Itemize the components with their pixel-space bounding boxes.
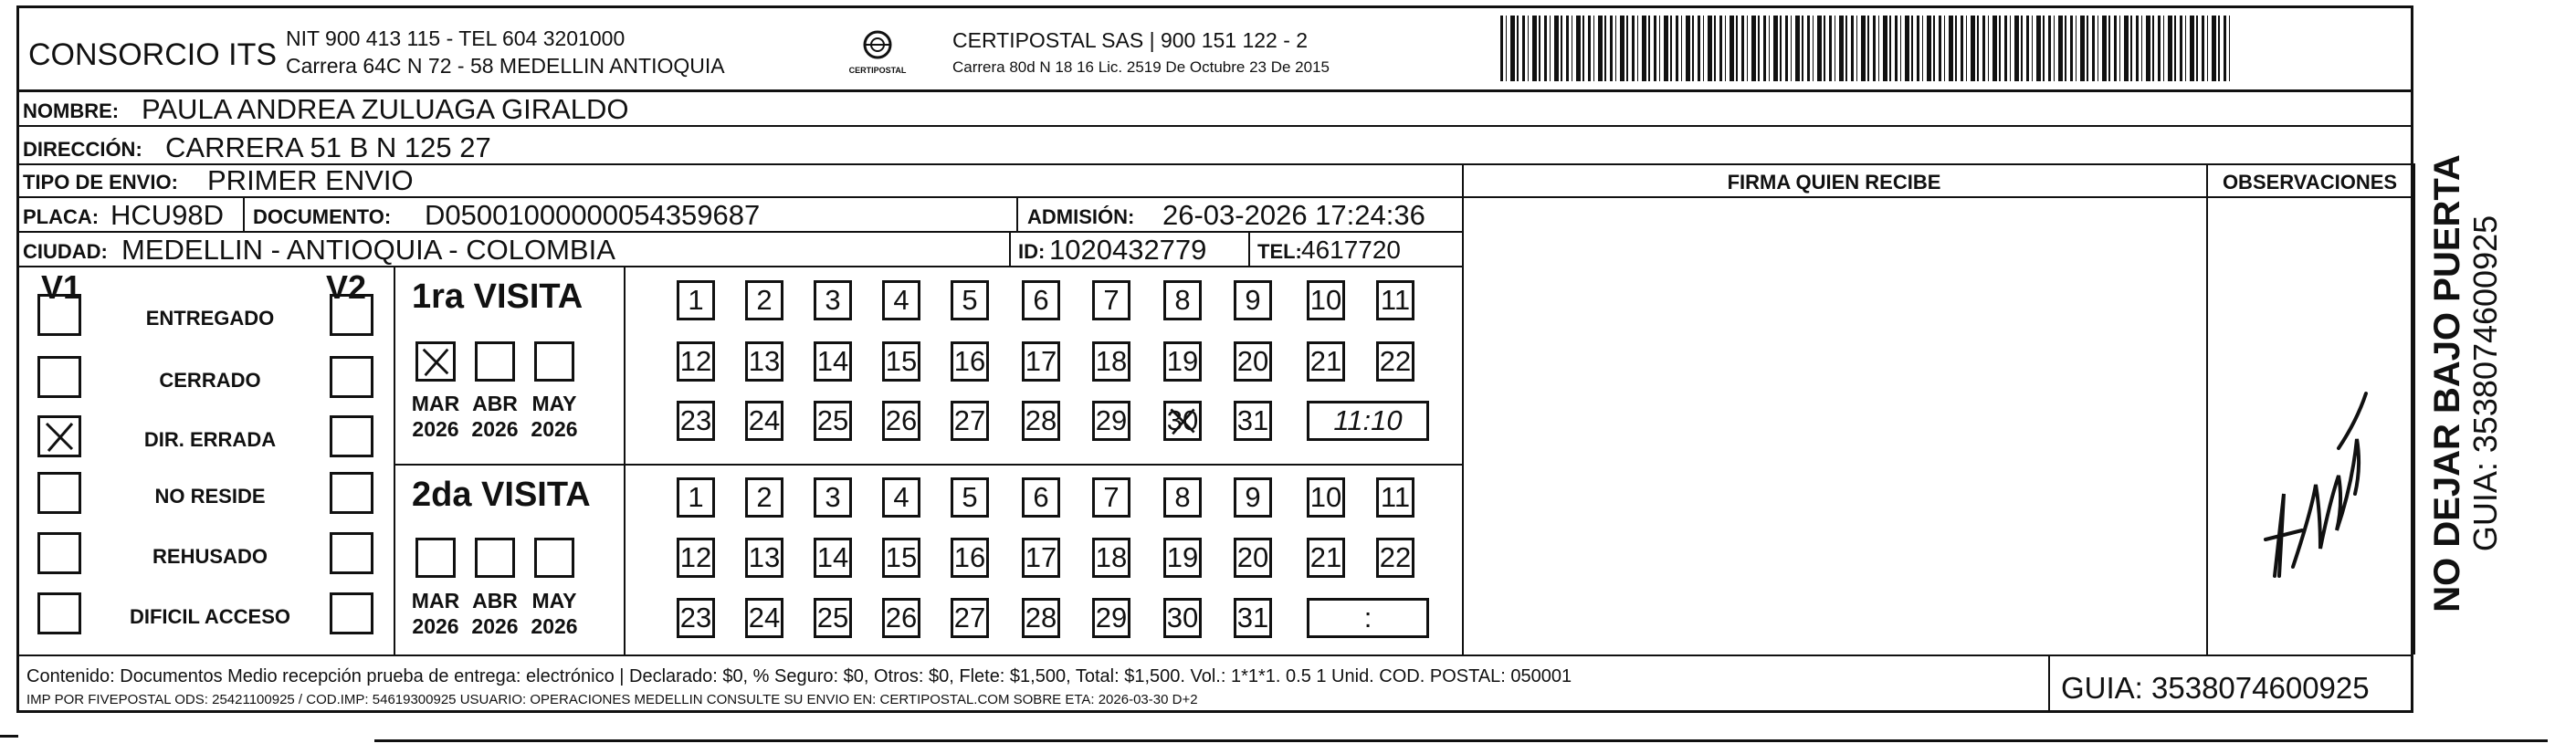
recipient-name: PAULA ANDREA ZULUAGA GIRALDO [142,93,629,125]
v1-checkbox-5[interactable] [37,532,81,574]
visit1-day-box[interactable]: 3 [814,280,852,320]
recipient-address: CARRERA 51 B N 125 27 [165,131,491,163]
visit2-month-checkbox[interactable] [415,538,456,578]
visit1-day-box[interactable]: 5 [951,280,989,320]
visit2-day-box[interactable]: 10 [1307,477,1345,518]
visit2-month-checkbox[interactable] [475,538,515,578]
v1-checkbox-2[interactable] [37,356,81,398]
visit2-day-box[interactable]: 11 [1376,477,1414,518]
visit1-day-box[interactable]: 7 [1092,280,1130,320]
visit1-day-box[interactable]: 8 [1163,280,1202,320]
visit2-day-box[interactable]: 7 [1092,477,1130,518]
visit1-day-box[interactable]: 27 [951,401,989,441]
visit1-day-box[interactable]: 20 [1234,341,1272,382]
signature-header: FIRMA QUIEN RECIBE [1727,171,1941,194]
company-name: CONSORCIO ITS [28,37,278,72]
v1-checkbox-3[interactable] [37,415,81,457]
visit1-day-box[interactable]: 19 [1163,341,1202,382]
visit1-day-box[interactable]: 2 [745,280,783,320]
plate-value: HCU98D [110,199,225,231]
visit2-day-box[interactable]: 28 [1022,598,1060,638]
id-label: ID: [1018,240,1046,263]
status-option-label: DIFICIL ACCESO [129,605,290,628]
visit2-day-box[interactable]: 15 [882,538,920,578]
visit1-day-box[interactable]: 31 [1234,401,1272,441]
visit2-month-checkbox[interactable] [534,538,574,578]
admission-label: ADMISIÓN: [1027,205,1135,228]
visit1-day-box[interactable]: 21 [1307,341,1345,382]
v2-header: V2 [326,268,367,306]
visit1-day-box[interactable]: 12 [677,341,715,382]
visit1-month-checkbox[interactable] [415,341,456,382]
visit2-day-box[interactable]: 16 [951,538,989,578]
visit1-day-box[interactable]: 6 [1022,280,1060,320]
visit2-day-box[interactable]: 29 [1092,598,1130,638]
visit2-month-label: MAY 2026 [531,589,578,638]
city-label: CIUDAD: [23,240,108,263]
visit1-day-box[interactable]: 30 [1163,401,1202,441]
visit2-day-box[interactable]: 9 [1234,477,1272,518]
visit2-day-box[interactable]: 13 [745,538,783,578]
form-frame [16,89,2413,713]
document-label: DOCUMENTO: [253,205,392,228]
visit2-day-box[interactable]: 30 [1163,598,1202,638]
visit2-title: 2da VISITA [412,476,591,514]
visit2-day-box[interactable]: 26 [882,598,920,638]
visit1-day-box[interactable]: 26 [882,401,920,441]
city-value: MEDELLIN - ANTIOQUIA - COLOMBIA [121,234,615,266]
visit1-day-box[interactable]: 13 [745,341,783,382]
visit1-day-box[interactable]: 25 [814,401,852,441]
visit1-day-box[interactable]: 14 [814,341,852,382]
status-option-label: CERRADO [159,369,261,392]
visit2-day-box[interactable]: 21 [1307,538,1345,578]
v1-checkbox-1[interactable] [37,294,81,336]
visit1-day-box[interactable]: 15 [882,341,920,382]
visit1-day-box[interactable]: 17 [1022,341,1060,382]
footer-guia: GUIA: 3538074600925 [2061,671,2370,705]
header [16,5,2413,89]
visit1-day-box[interactable]: 24 [745,401,783,441]
observations-header: OBSERVACIONES [2222,171,2398,194]
visit1-day-box[interactable]: 22 [1376,341,1414,382]
footer-content: Contenido: Documentos Medio recepción prueba de entrega: electrónico | Declarado: $0, % Seguro: $0, Otros: $0, Flete: $1,500, Total: $1,500. Vol.: 1*1*1. 0.5 1 Unid. COD. POSTAL: 050001 [26,666,1572,686]
visit2-day-box[interactable]: 31 [1234,598,1272,638]
visit2-day-box[interactable]: 8 [1163,477,1202,518]
signature-image [2229,330,2384,603]
certipostal-logo-icon [841,26,914,81]
visit1-title: 1ra VISITA [412,278,584,316]
visit2-day-box[interactable]: 1 [677,477,715,518]
visit1-day-box[interactable]: 11 [1376,280,1414,320]
bottom-divider-left [0,735,18,738]
footer-imp: IMP POR FIVEPOSTAL ODS: 25421100925 / COD.IMP: 54619300925 USUARIO: OPERACIONES MEDELLIN CONSULTE SU ENVIO EN: CERTIPOSTAL.COM SOBRE ETA: 2026-03-30 D+2 [26,692,1198,707]
shipment-type: PRIMER ENVIO [207,164,414,196]
visit2-day-box[interactable]: 3 [814,477,852,518]
tel-label: TEL: [1257,240,1302,263]
courier-name: CERTIPOSTAL SAS | 900 151 122 - 2 [952,28,1309,52]
status-option-label: ENTREGADO [145,307,275,330]
plate-label: PLACA: [23,205,100,228]
visit2-day-box[interactable]: 17 [1022,538,1060,578]
visit1-day-box[interactable]: 28 [1022,401,1060,441]
visit2-day-box[interactable]: 25 [814,598,852,638]
v2-checkbox-3[interactable] [330,415,373,457]
address-label: DIRECCIÓN: [23,138,142,161]
v2-checkbox-4[interactable] [330,472,373,514]
visit1-day-box[interactable]: 4 [882,280,920,320]
side-guia: GUIA: 3538074600925 [2466,215,2504,552]
company-nit: NIT 900 413 115 - TEL 604 3201000 [286,26,626,50]
visit1-month-label: MAR 2026 [411,392,460,441]
visit1-day-box[interactable]: 29 [1092,401,1130,441]
name-label: NOMBRE: [23,99,120,122]
id-value: 1020432779 [1049,234,1207,266]
v2-checkbox-6[interactable] [330,592,373,634]
bottom-divider [374,739,2548,742]
courier-address: Carrera 80d N 18 16 Lic. 2519 De Octubre 23 De 2015 [952,58,1330,76]
visit2-day-box[interactable]: 19 [1163,538,1202,578]
visit1-day-box[interactable]: 1 [677,280,715,320]
status-option-label: REHUSADO [152,545,268,568]
visit1-month-checkbox[interactable] [475,341,515,382]
visit2-day-box[interactable]: 23 [677,598,715,638]
visit2-time-box[interactable]: : [1307,598,1429,638]
visit2-day-box[interactable]: 5 [951,477,989,518]
company-address: Carrera 64C N 72 - 58 MEDELLIN ANTIOQUIA [286,54,725,78]
visit1-month-label: MAY 2026 [531,392,578,441]
logo-caption: CERTIPOSTAL [848,66,907,75]
visit1-day-box[interactable]: 23 [677,401,715,441]
visit2-month-label: ABR 2026 [471,589,519,638]
visit2-day-box[interactable]: 2 [745,477,783,518]
v2-checkbox-5[interactable] [330,532,373,574]
visit2-day-box[interactable]: 20 [1234,538,1272,578]
visit2-day-box[interactable]: 24 [745,598,783,638]
visit1-day-box[interactable]: 10 [1307,280,1345,320]
v1-checkbox-6[interactable] [37,592,81,634]
tel-value: 4617720 [1301,236,1402,264]
status-option-label: DIR. ERRADA [143,428,277,451]
visit1-day-box[interactable]: 9 [1234,280,1272,320]
barcode [1500,16,2231,81]
side-warning: NO DEJAR BAJO PUERTA [2427,154,2467,613]
visit2-day-box[interactable]: 14 [814,538,852,578]
visit2-day-box[interactable]: 6 [1022,477,1060,518]
visit1-day-box[interactable]: 16 [951,341,989,382]
visit1-month-label: ABR 2026 [471,392,519,441]
document-value: D05001000000054359687 [425,199,761,231]
visit2-day-box[interactable]: 4 [882,477,920,518]
visit2-day-box[interactable]: 27 [951,598,989,638]
visit1-day-box[interactable]: 18 [1092,341,1130,382]
visit1-month-checkbox[interactable] [534,341,574,382]
visit2-day-box[interactable]: 12 [677,538,715,578]
v2-checkbox-1[interactable] [330,294,373,336]
visit2-month-label: MAR 2026 [411,589,460,638]
visit2-day-box[interactable]: 18 [1092,538,1130,578]
v1-checkbox-4[interactable] [37,472,81,514]
v2-checkbox-2[interactable] [330,356,373,398]
v1-header: V1 [41,268,82,306]
side-text [2420,128,2511,639]
visit1-time-box[interactable]: 11:10 [1307,401,1429,441]
status-option-label: NO RESIDE [154,485,266,508]
type-label: TIPO DE ENVIO: [23,171,178,194]
visit2-day-box[interactable]: 22 [1376,538,1414,578]
admission-value: 26-03-2026 17:24:36 [1162,199,1425,231]
